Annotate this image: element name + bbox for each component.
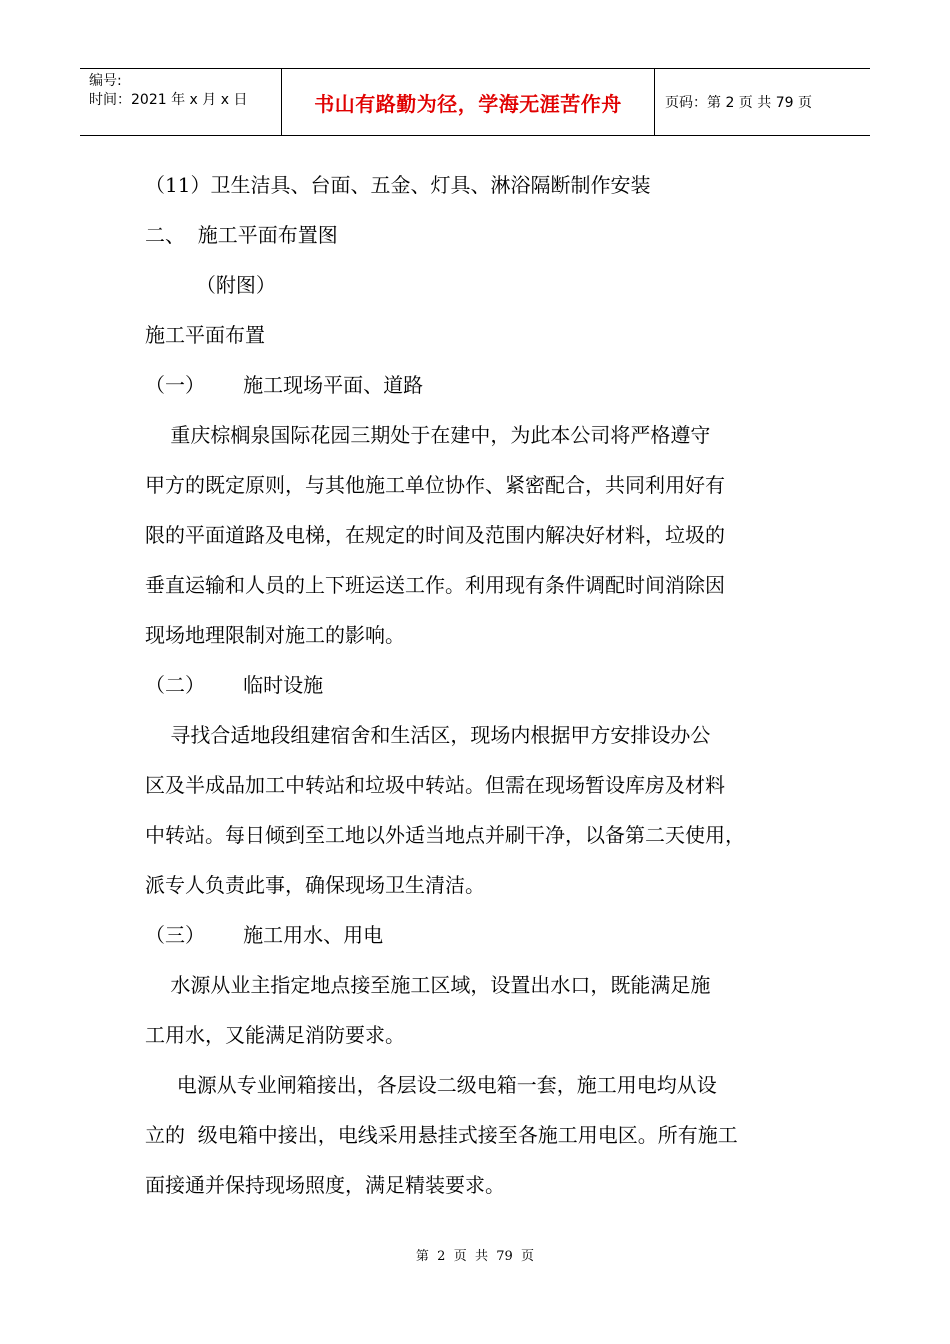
paragraph-line: 工用水，又能满足消防要求。 (145, 1023, 405, 1047)
paragraph-line: 中转站。每日倾到至工地以外适当地点并刷干净，以备第二天使用， (145, 823, 745, 847)
header-motto: 书山有路勤为径，学海无涯苦作舟 (282, 69, 655, 135)
section-heading: 施工平面布置 (145, 323, 265, 347)
body-line: （11）卫生洁具、台面、五金、灯具、淋浴隔断制作安装 (145, 173, 651, 197)
paragraph-line: 立的 级电箱中接出，电线采用悬挂式接至各施工用电区。所有施工 (145, 1123, 738, 1147)
page-header (80, 68, 870, 136)
document-number-label: 编号: (89, 73, 122, 89)
paragraph-line: 垂直运输和人员的上下班运送工作。利用现有条件调配时间消除因 (145, 573, 725, 597)
subsection-heading: （二） 临时设施 (145, 673, 324, 697)
paragraph-line: 电源从专业闸箱接出，各层设二级电箱一套，施工用电均从设 (145, 1073, 717, 1097)
paragraph-line: 甲方的既定原则，与其他施工单位协作、紧密配合，共同利用好有 (145, 473, 725, 497)
paragraph-line: 区及半成品加工中转站和垃圾中转站。但需在现场暂设库房及材料 (145, 773, 725, 797)
document-date: 时间：2021 年 x 月 x 日 (89, 92, 248, 108)
header-page-info: 页码：第 2 页 共 79 页 (665, 95, 812, 111)
paragraph-line: 寻找合适地段组建宿舍和生活区，现场内根据甲方安排设办公 (145, 723, 711, 747)
paragraph-line: 限的平面道路及电梯，在规定的时间及范围内解决好材料，垃圾的 (145, 523, 725, 547)
paragraph-line: 派专人负责此事，确保现场卫生清洁。 (145, 873, 485, 897)
paragraph-line: 面接通并保持现场照度，满足精装要求。 (145, 1173, 505, 1197)
section-heading: 二、 施工平面布置图 (145, 223, 338, 247)
subsection-heading: （三） 施工用水、用电 (145, 923, 384, 947)
paragraph-line: 现场地理限制对施工的影响。 (145, 623, 405, 647)
header-meta (80, 69, 282, 135)
subsection-heading: （一） 施工现场平面、道路 (145, 373, 424, 397)
paragraph-line: 重庆棕榈泉国际花园三期处于在建中，为此本公司将严格遵守 (145, 423, 711, 447)
page-footer: 第 2 页 共 79 页 (415, 1249, 535, 1264)
paragraph-line: 水源从业主指定地点接至施工区域，设置出水口，既能满足施 (145, 973, 711, 997)
body-line: （附图） (145, 273, 276, 297)
document-body (145, 160, 825, 1210)
